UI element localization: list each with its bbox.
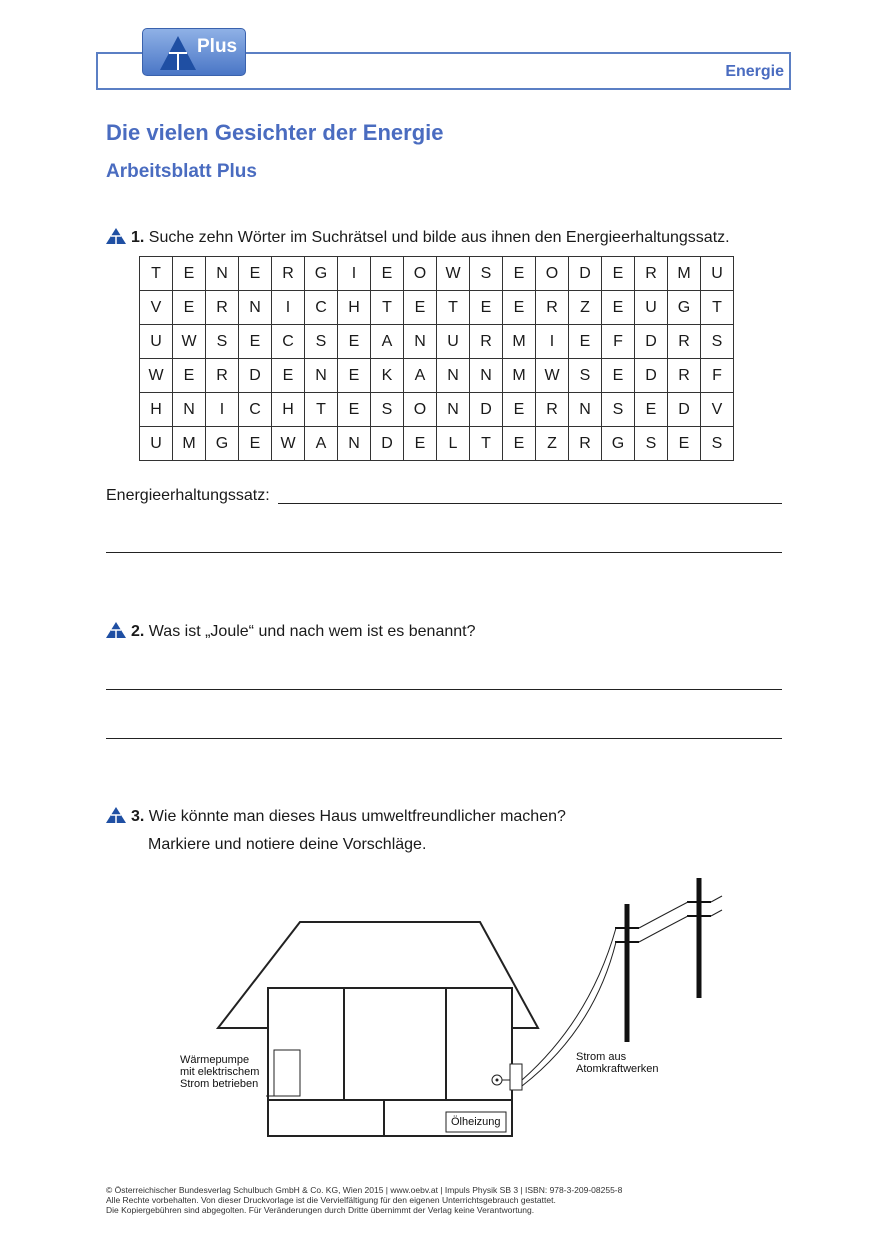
grid-cell[interactable]: T	[305, 393, 338, 427]
grid-row	[140, 427, 734, 461]
grid-cell[interactable]: G	[668, 291, 701, 325]
grid-cell[interactable]: W	[437, 257, 470, 291]
grid-cell[interactable]: D	[470, 393, 503, 427]
grid-cell[interactable]: S	[701, 427, 734, 461]
grid-cell[interactable]: W	[140, 359, 173, 393]
grid-cell[interactable]: R	[569, 427, 602, 461]
grid-cell[interactable]: V	[140, 291, 173, 325]
grid-cell[interactable]: E	[635, 393, 668, 427]
grid-cell[interactable]: N	[569, 393, 602, 427]
task-number: 2.	[131, 623, 145, 640]
grid-cell[interactable]: E	[470, 291, 503, 325]
footer-line: © Österreichischer Bundesverlag Schulbuch GmbH & Co. KG, Wien 2015 | www.oebv.at | Impuls Physik SB 3 | ISBN: 978-3-209-08255-8	[106, 1185, 623, 1195]
grid-cell[interactable]: W	[272, 427, 305, 461]
grid-cell[interactable]: U	[437, 325, 470, 359]
grid-cell[interactable]: E	[569, 325, 602, 359]
grid-cell[interactable]: S	[371, 393, 404, 427]
grid-cell[interactable]: A	[404, 359, 437, 393]
task-text: Suche zehn Wörter im Suchrätsel und bilde aus ihnen den Energieerhaltungssatz.	[148, 229, 730, 246]
grid-cell[interactable]: N	[173, 393, 206, 427]
task-text: Wie könnte man dieses Haus umweltfreundlicher machen?	[148, 808, 566, 825]
page-title: Die vielen Gesichter der Energie	[106, 120, 444, 145]
answer-line[interactable]	[106, 552, 782, 553]
grid-cell[interactable]: O	[404, 257, 437, 291]
grid-cell[interactable]: O	[536, 257, 569, 291]
grid-cell[interactable]: M	[503, 325, 536, 359]
grid-cell[interactable]: F	[602, 325, 635, 359]
grid-cell[interactable]: O	[404, 393, 437, 427]
grid-cell[interactable]: U	[635, 291, 668, 325]
grid-cell[interactable]: R	[206, 291, 239, 325]
grid-cell[interactable]: R	[536, 291, 569, 325]
grid-row	[140, 291, 734, 325]
grid-cell[interactable]: E	[503, 427, 536, 461]
grid-cell[interactable]: S	[602, 393, 635, 427]
grid-cell[interactable]: M	[668, 257, 701, 291]
grid-cell[interactable]: I	[536, 325, 569, 359]
grid-cell[interactable]: E	[602, 359, 635, 393]
power-source-label: Strom aus Atomkraftwerken	[576, 1051, 659, 1075]
grid-cell[interactable]: C	[239, 393, 272, 427]
grid-cell[interactable]: R	[668, 359, 701, 393]
grid-cell[interactable]: S	[470, 257, 503, 291]
grid-cell[interactable]: E	[239, 325, 272, 359]
pyramid-icon	[106, 807, 126, 823]
grid-cell[interactable]: N	[239, 291, 272, 325]
grid-cell[interactable]: S	[635, 427, 668, 461]
grid-cell[interactable]: M	[173, 427, 206, 461]
grid-cell[interactable]: T	[470, 427, 503, 461]
grid-row	[140, 393, 734, 427]
grid-cell[interactable]: R	[272, 257, 305, 291]
grid-cell[interactable]: T	[437, 291, 470, 325]
grid-cell[interactable]: I	[206, 393, 239, 427]
grid-cell[interactable]: E	[404, 291, 437, 325]
grid-row	[140, 325, 734, 359]
grid-cell[interactable]: A	[371, 325, 404, 359]
oil-heating-label: Ölheizung	[451, 1116, 501, 1128]
grid-cell[interactable]: N	[437, 359, 470, 393]
grid-cell[interactable]: R	[635, 257, 668, 291]
word-search-grid	[139, 256, 734, 461]
grid-cell[interactable]: E	[371, 257, 404, 291]
grid-cell[interactable]: R	[668, 325, 701, 359]
grid-cell[interactable]: G	[602, 427, 635, 461]
grid-cell[interactable]: G	[305, 257, 338, 291]
footer	[106, 1185, 622, 1215]
grid-row	[140, 359, 734, 393]
grid-cell[interactable]: E	[503, 291, 536, 325]
grid-cell[interactable]: E	[338, 393, 371, 427]
grid-cell[interactable]: H	[140, 393, 173, 427]
grid-cell[interactable]: E	[173, 257, 206, 291]
grid-cell[interactable]: S	[569, 359, 602, 393]
grid-cell[interactable]: H	[338, 291, 371, 325]
pyramid-icon	[159, 35, 197, 71]
grid-cell[interactable]: N	[338, 427, 371, 461]
grid-cell[interactable]: N	[470, 359, 503, 393]
house-diagram	[170, 870, 730, 1150]
grid-cell[interactable]: S	[206, 325, 239, 359]
footer-line: Alle Rechte vorbehalten. Von dieser Druckvorlage ist die Vervielfältigung für den eigenen Unterrichtsgebrauch gestattet.	[106, 1195, 556, 1205]
grid-cell[interactable]: H	[272, 393, 305, 427]
grid-cell[interactable]: T	[140, 257, 173, 291]
grid-cell[interactable]: D	[635, 325, 668, 359]
grid-cell[interactable]: E	[173, 359, 206, 393]
grid-cell[interactable]: W	[536, 359, 569, 393]
grid-cell[interactable]: E	[668, 427, 701, 461]
grid-cell[interactable]: E	[173, 291, 206, 325]
grid-cell[interactable]: C	[272, 325, 305, 359]
grid-row	[140, 257, 734, 291]
task-3	[106, 807, 566, 826]
grid-cell[interactable]: C	[305, 291, 338, 325]
grid-cell[interactable]: A	[305, 427, 338, 461]
grid-cell[interactable]: U	[140, 427, 173, 461]
grid-cell[interactable]: I	[338, 257, 371, 291]
grid-cell[interactable]: E	[503, 257, 536, 291]
grid-cell[interactable]: W	[173, 325, 206, 359]
page-subtitle: Arbeitsblatt Plus	[106, 161, 257, 182]
grid-cell[interactable]: S	[305, 325, 338, 359]
grid-cell[interactable]: Z	[536, 427, 569, 461]
grid-cell[interactable]: E	[239, 427, 272, 461]
answer-label: Energieerhaltungssatz:	[106, 487, 270, 504]
grid-cell[interactable]: D	[569, 257, 602, 291]
pyramid-icon	[106, 622, 126, 638]
answer-line[interactable]	[106, 738, 782, 739]
heat-pump-label: Wärmepumpe mit elektrischem Strom betrieben	[180, 1054, 260, 1090]
grid-cell[interactable]: D	[668, 393, 701, 427]
grid-cell[interactable]: F	[701, 359, 734, 393]
grid-cell[interactable]: E	[338, 325, 371, 359]
answer-line[interactable]	[106, 689, 782, 690]
grid-cell[interactable]: S	[701, 325, 734, 359]
grid-cell[interactable]: E	[404, 427, 437, 461]
grid-cell[interactable]: T	[371, 291, 404, 325]
grid-cell[interactable]: V	[701, 393, 734, 427]
grid-cell[interactable]: Z	[569, 291, 602, 325]
section-label: Energie	[725, 63, 784, 80]
grid-cell[interactable]: D	[239, 359, 272, 393]
task-1	[106, 228, 730, 247]
grid-cell[interactable]: D	[371, 427, 404, 461]
grid-cell[interactable]: N	[206, 257, 239, 291]
grid-cell[interactable]: E	[239, 257, 272, 291]
grid-cell[interactable]: L	[437, 427, 470, 461]
grid-cell[interactable]: G	[206, 427, 239, 461]
grid-cell[interactable]: M	[503, 359, 536, 393]
task-number: 1.	[131, 229, 145, 246]
grid-cell[interactable]: U	[701, 257, 734, 291]
grid-cell[interactable]: R	[206, 359, 239, 393]
grid-cell[interactable]: N	[404, 325, 437, 359]
grid-cell[interactable]: R	[470, 325, 503, 359]
grid-cell[interactable]: E	[338, 359, 371, 393]
grid-cell[interactable]: K	[371, 359, 404, 393]
footer-line: Die Kopiergebühren sind abgegolten. Für Veränderungen durch Dritte übernimmt der Verlag keine Verantwortung.	[106, 1205, 535, 1215]
grid-cell[interactable]: E	[602, 291, 635, 325]
task-number: 3.	[131, 808, 145, 825]
grid-cell[interactable]: U	[140, 325, 173, 359]
plus-logo	[142, 28, 246, 76]
pyramid-icon	[106, 228, 126, 244]
grid-cell[interactable]: R	[536, 393, 569, 427]
logo-text: Plus	[197, 36, 238, 57]
grid-cell[interactable]: E	[272, 359, 305, 393]
task-text-2: Markiere und notiere deine Vorschläge.	[148, 836, 427, 853]
grid-cell[interactable]: E	[602, 257, 635, 291]
grid-cell[interactable]: N	[437, 393, 470, 427]
answer-line[interactable]	[278, 503, 782, 504]
grid-cell[interactable]: D	[635, 359, 668, 393]
task-text: Was ist „Joule“ und nach wem ist es benannt?	[148, 623, 476, 640]
grid-cell[interactable]: N	[305, 359, 338, 393]
task-2	[106, 622, 475, 641]
grid-cell[interactable]: I	[272, 291, 305, 325]
grid-cell[interactable]: T	[701, 291, 734, 325]
grid-cell[interactable]: E	[503, 393, 536, 427]
